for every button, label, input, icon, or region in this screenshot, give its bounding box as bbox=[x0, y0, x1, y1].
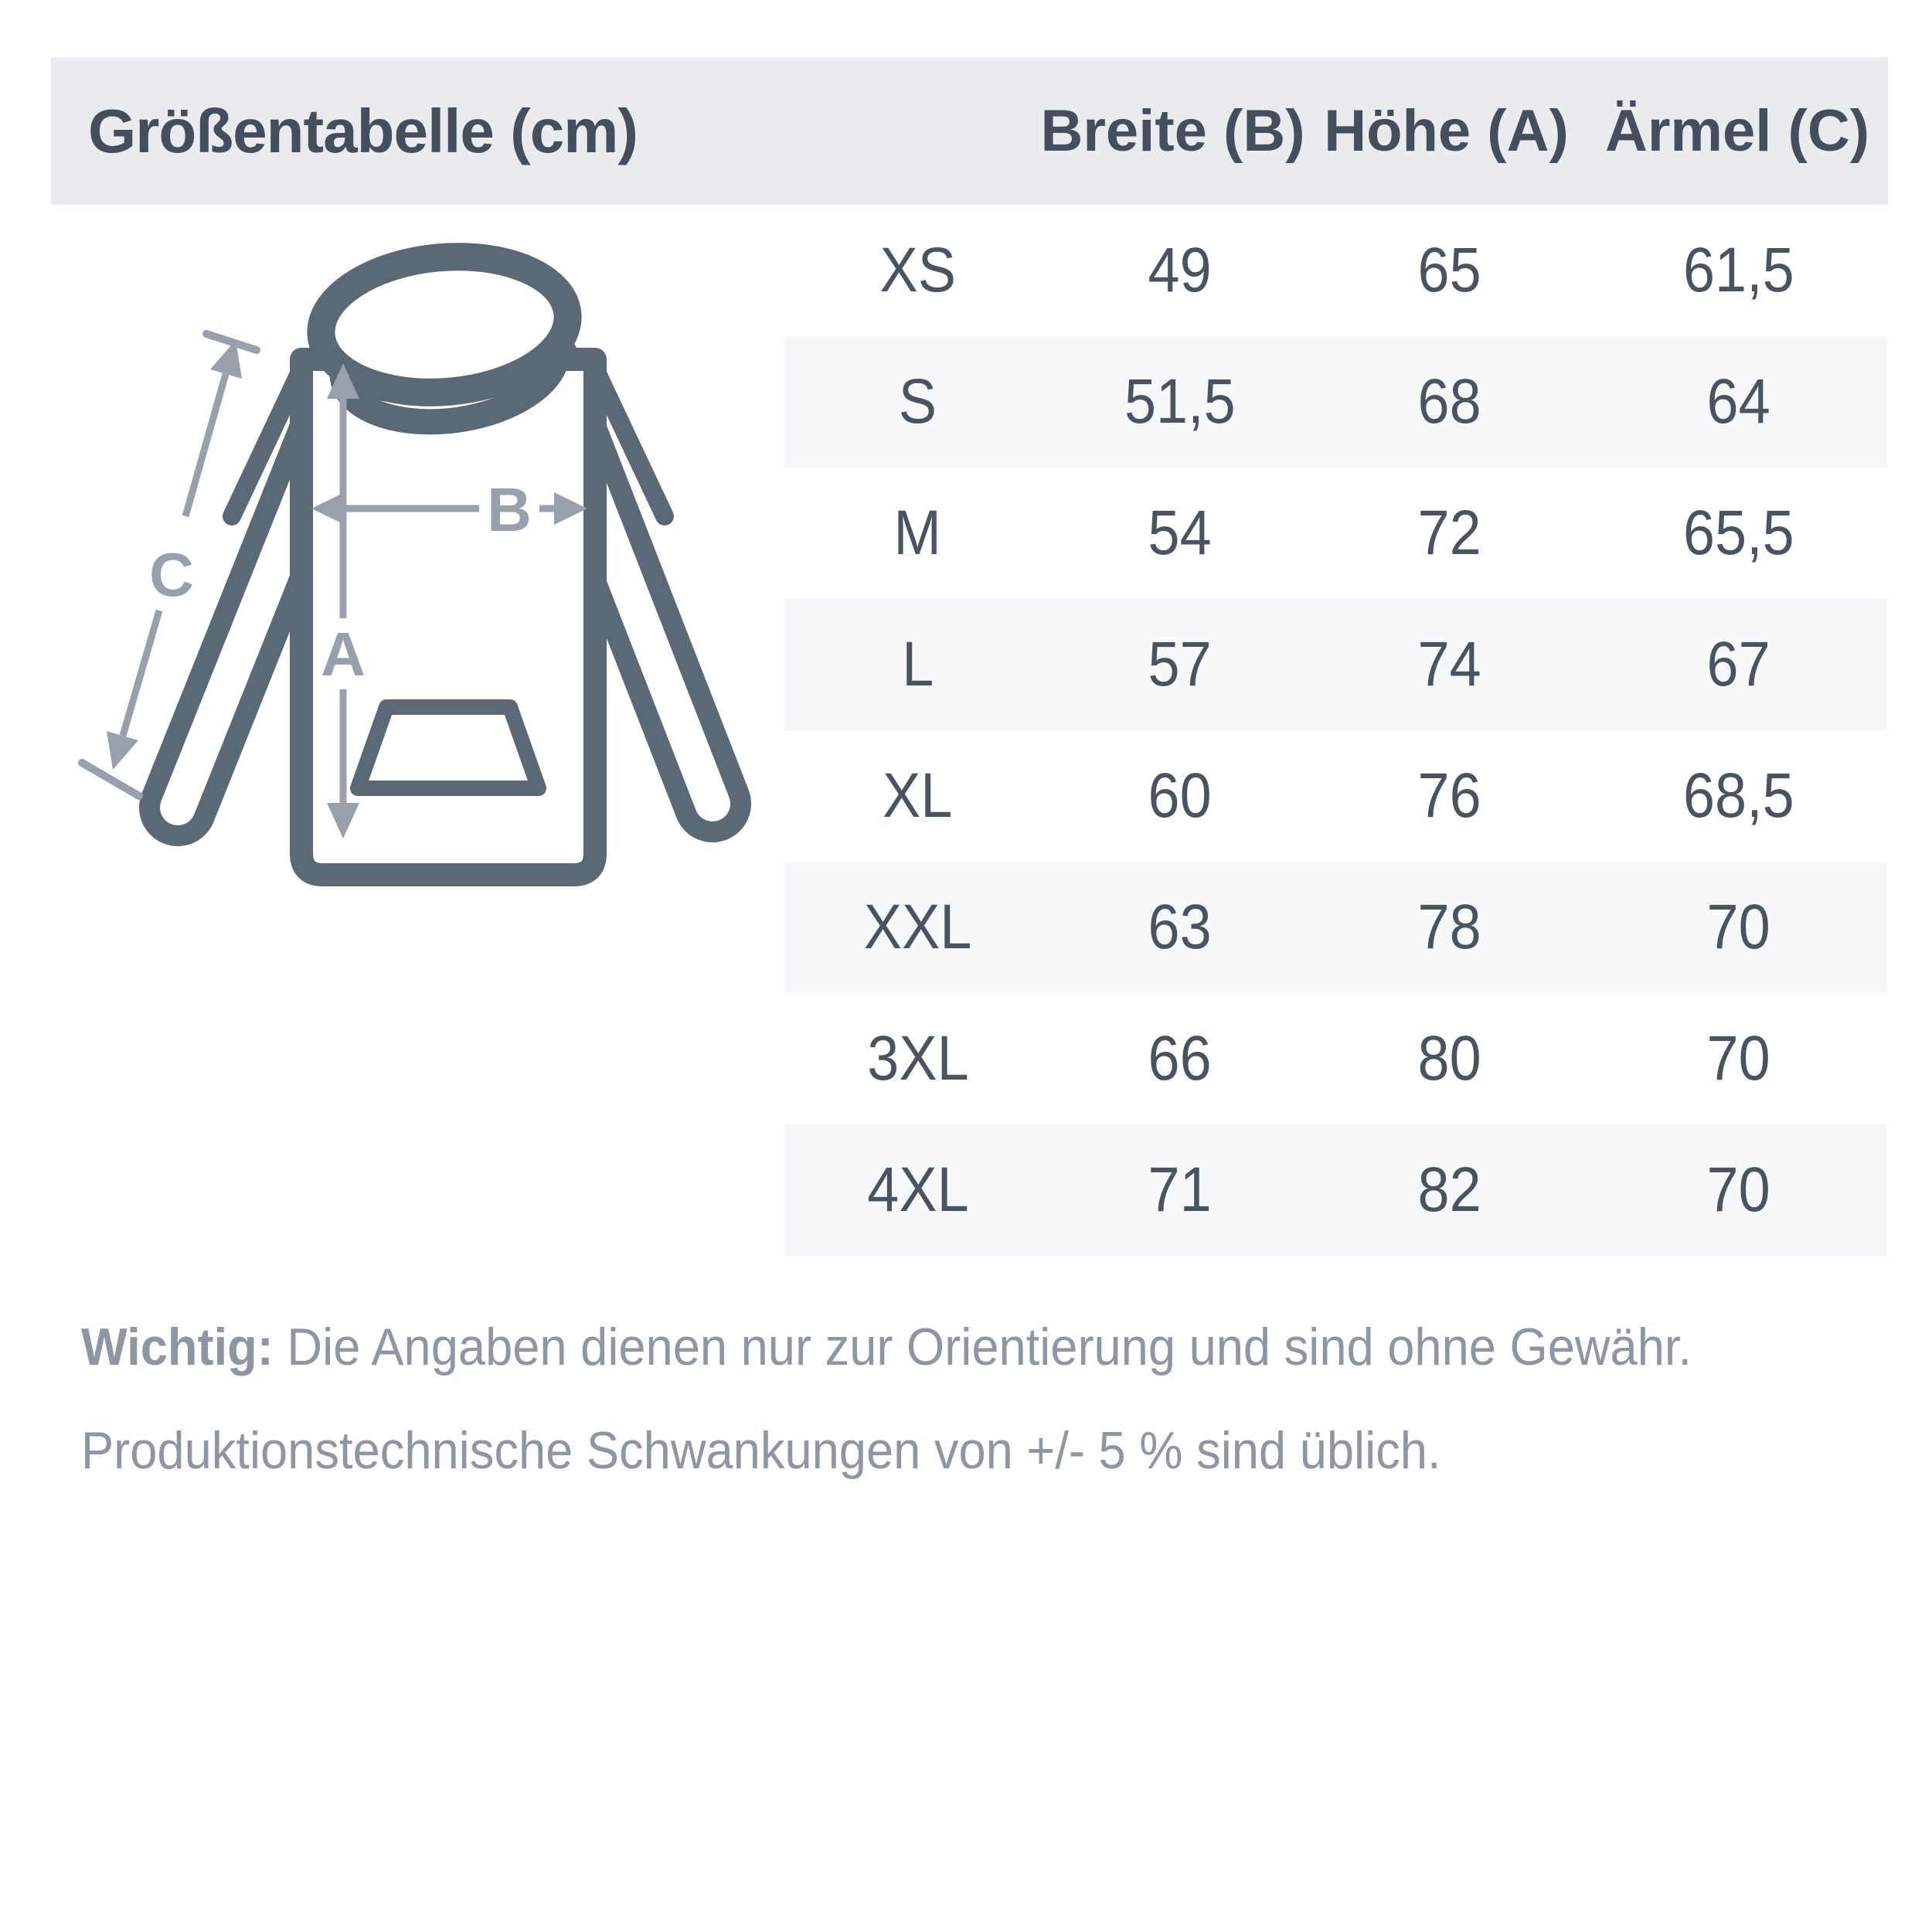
aermel-cell: 65,5 bbox=[1683, 498, 1794, 568]
size-cell: S bbox=[898, 366, 937, 437]
table-row bbox=[784, 205, 1888, 336]
aermel-cell: 68,5 bbox=[1683, 760, 1794, 831]
hoehe-cell: 72 bbox=[1417, 498, 1481, 568]
size-cell: L bbox=[901, 629, 934, 699]
aermel-cell: 70 bbox=[1706, 892, 1771, 962]
size-table bbox=[784, 205, 1888, 1256]
label-b: B bbox=[487, 475, 532, 544]
hoehe-cell: 82 bbox=[1417, 1155, 1481, 1225]
hoehe-cell: 76 bbox=[1417, 760, 1481, 831]
page-title: Größentabelle (cm) bbox=[88, 97, 638, 165]
breite-cell: 49 bbox=[1148, 235, 1213, 305]
table-header bbox=[51, 57, 1888, 205]
table-row bbox=[784, 336, 1888, 468]
table-row bbox=[784, 1124, 1888, 1256]
aermel-cell: 61,5 bbox=[1683, 235, 1794, 305]
aermel-cell: 64 bbox=[1706, 366, 1771, 437]
footnote bbox=[81, 1295, 1756, 1502]
hoehe-cell: 80 bbox=[1417, 1023, 1481, 1094]
column-header-breite: Breite (B) bbox=[1040, 98, 1305, 164]
breite-cell: 71 bbox=[1148, 1155, 1213, 1225]
size-cell: 3XL bbox=[866, 1023, 969, 1094]
hoehe-cell: 65 bbox=[1417, 235, 1481, 305]
breite-cell: 51,5 bbox=[1124, 366, 1236, 437]
aermel-cell: 67 bbox=[1706, 629, 1771, 699]
column-header-aermel: Ärmel (C) bbox=[1604, 98, 1870, 164]
pocket bbox=[358, 707, 539, 788]
breite-cell: 57 bbox=[1148, 629, 1213, 699]
label-a: A bbox=[321, 620, 366, 689]
footnote-line-2: Produktionstechnische Schwankungen von +/- 5 % sind üblich. bbox=[81, 1421, 1441, 1480]
aermel-cell: 70 bbox=[1706, 1155, 1771, 1225]
size-cell: M bbox=[893, 498, 942, 568]
hoehe-cell: 68 bbox=[1417, 366, 1481, 437]
breite-cell: 60 bbox=[1148, 760, 1213, 831]
hoodie-measurement-diagram bbox=[46, 209, 819, 904]
breite-cell: 54 bbox=[1148, 498, 1213, 568]
table-row bbox=[784, 468, 1888, 599]
size-cell: XL bbox=[883, 760, 953, 831]
table-row bbox=[784, 862, 1888, 993]
hoehe-cell: 78 bbox=[1417, 892, 1481, 962]
size-cell: XXL bbox=[863, 892, 972, 962]
table-row bbox=[784, 599, 1888, 730]
footnote-bold: Wichtig: bbox=[81, 1318, 274, 1376]
breite-cell: 63 bbox=[1148, 892, 1213, 962]
size-cell: 4XL bbox=[866, 1155, 969, 1225]
label-c: C bbox=[149, 540, 194, 609]
aermel-cell: 70 bbox=[1706, 1023, 1771, 1094]
table-row bbox=[784, 730, 1888, 862]
size-cell: XS bbox=[879, 235, 956, 305]
table-row bbox=[784, 993, 1888, 1124]
hoehe-cell: 74 bbox=[1417, 629, 1481, 699]
breite-cell: 66 bbox=[1148, 1023, 1213, 1094]
footnote-line-1: Wichtig: Die Angaben dienen nur zur Orientierung und sind ohne Gewähr. bbox=[81, 1318, 1692, 1376]
column-header-hoehe: Höhe (A) bbox=[1324, 98, 1569, 164]
